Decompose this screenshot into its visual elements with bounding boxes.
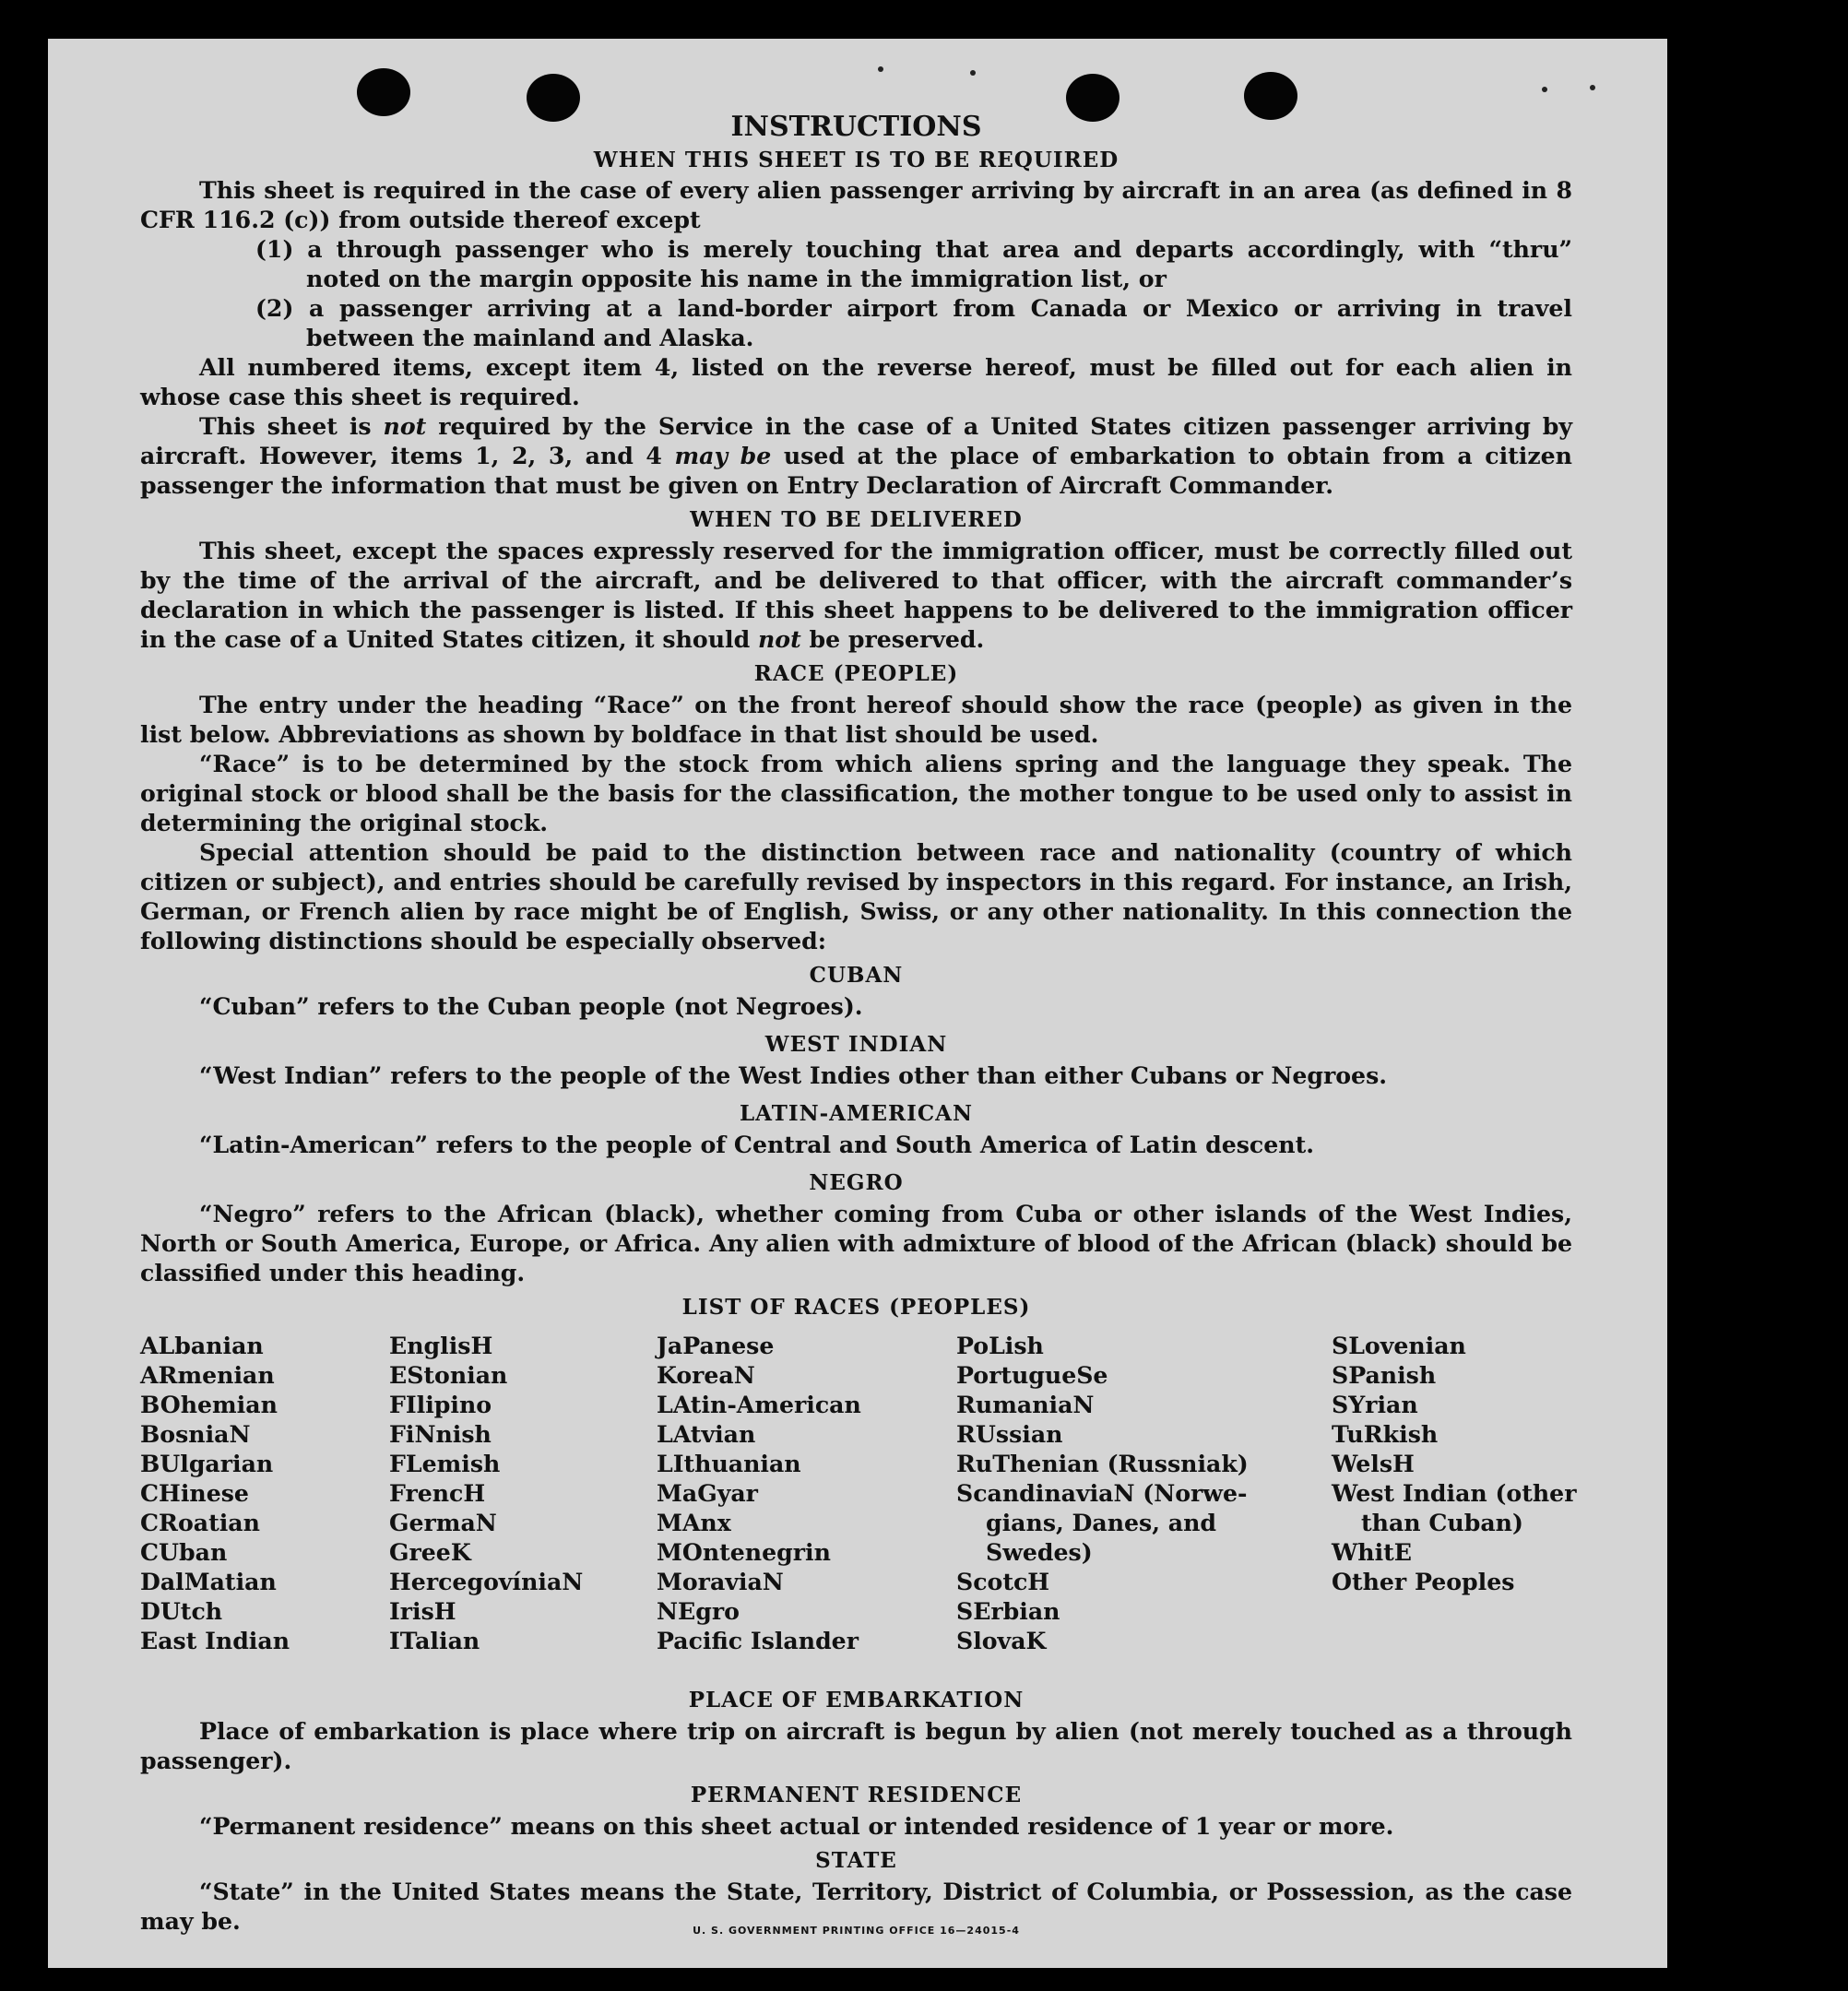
race-item: FrencH xyxy=(389,1479,486,1507)
heading-permanent-residence: PERMANENT RESIDENCE xyxy=(690,1783,1023,1807)
race-item: ScotcH xyxy=(956,1568,1050,1595)
paragraph-embarkation: Place of embarkation is place where trip on aircraft is begun by alien (not merely touched as a through passenger). xyxy=(140,1717,1572,1774)
paragraph-latin-american: “Latin-American” refers to the people of Central and South America of Latin descent. xyxy=(199,1131,1314,1158)
race-item: WelsH xyxy=(1332,1450,1415,1477)
race-item: CRoatian xyxy=(140,1509,260,1536)
race-item: HercegovíniaN xyxy=(389,1568,584,1595)
race-item: gians, Danes, and xyxy=(986,1509,1216,1536)
race-item: IrisH xyxy=(389,1597,456,1625)
race-item: West Indian (other xyxy=(1332,1479,1577,1507)
race-item: FiNnish xyxy=(389,1420,492,1448)
race-item: MaGyar xyxy=(657,1479,758,1507)
document-page xyxy=(48,39,1667,1968)
race-item: MAnx xyxy=(657,1509,731,1536)
race-item: RuThenian (Russniak) xyxy=(956,1450,1249,1477)
race-item: PortugueSe xyxy=(956,1361,1108,1389)
race-item: SYrian xyxy=(1332,1391,1418,1418)
race-item: EStonian xyxy=(389,1361,508,1389)
races-column-2 xyxy=(389,1331,583,1655)
race-item: Pacific Islander xyxy=(657,1627,859,1654)
paragraph-west-indian: “West Indian” refers to the people of the West Indies other than either Cubans or Negroes. xyxy=(199,1061,1388,1089)
paragraph-state: “State” in the United States means the State, Territory, District of Columbia, or Possession, as the case may be. xyxy=(140,1878,1572,1935)
races-column-5 xyxy=(1332,1331,1576,1596)
races-column-4 xyxy=(956,1331,1249,1655)
race-item: GermaN xyxy=(389,1509,497,1536)
race-item: DalMatian xyxy=(140,1568,277,1595)
heading-when-required: WHEN THIS SHEET IS TO BE REQUIRED xyxy=(593,148,1119,172)
race-item: BOhemian xyxy=(140,1391,278,1418)
paragraph-required: This sheet is required in the case of every alien passenger arriving by aircraft in an area (as defined in 8 CFR 116.2 (c)) from outside thereof except xyxy=(140,176,1572,233)
races-column-3 xyxy=(657,1331,861,1655)
race-item: CUban xyxy=(140,1538,228,1566)
race-item: PoLish xyxy=(956,1332,1044,1359)
race-item: GreeK xyxy=(389,1538,471,1566)
race-item: BUlgarian xyxy=(140,1450,274,1477)
paragraph-cuban: “Cuban” refers to the Cuban people (not Negroes). xyxy=(199,992,863,1020)
speck xyxy=(1542,87,1547,92)
race-item: LAtin-American xyxy=(657,1391,861,1418)
heading-negro: NEGRO xyxy=(809,1170,904,1195)
race-item: EnglisH xyxy=(389,1332,493,1359)
heading-place-of-embarkation: PLACE OF EMBARKATION xyxy=(688,1688,1025,1712)
race-item: DUtch xyxy=(140,1597,223,1625)
race-item: ITalian xyxy=(389,1627,480,1654)
race-item: LIthuanian xyxy=(657,1450,801,1477)
race-item: ScandinaviaN (Norwe- xyxy=(956,1479,1248,1507)
heading-cuban: CUBAN xyxy=(809,963,904,988)
heading-state: STATE xyxy=(815,1848,897,1873)
heading-race: RACE (PEOPLE) xyxy=(753,661,959,686)
exception-1: (1) a through passenger who is merely touching that area and departs accordingly, with “thru” noted on the margin opposite his name in the immigration list, or xyxy=(255,235,1572,292)
race-item: SlovaK xyxy=(956,1627,1047,1654)
race-item: East Indian xyxy=(140,1627,290,1654)
race-item: LAtvian xyxy=(657,1420,756,1448)
paragraph-race-attention: Special attention should be paid to the distinction between race and nationality (country of which citizen or subject), and entries should be carefully revised by inspectors in this regard. For instance, an Irish, German, or French alien by race might be of English, Swiss, or any other nationality. In this connection the following distinctions should be especially observed: xyxy=(140,838,1572,954)
race-item: FIlipino xyxy=(389,1391,492,1418)
race-item: MoraviaN xyxy=(657,1568,784,1595)
heading-latin-american: LATIN-AMERICAN xyxy=(739,1101,974,1126)
paragraph-race-entry: The entry under the heading “Race” on the front hereof should show the race (people) as given in the list below. Abbreviations as shown by boldface in that list should be used. xyxy=(140,691,1572,748)
race-item: RUssian xyxy=(956,1420,1063,1448)
race-item: NEgro xyxy=(657,1597,740,1625)
instructions-text xyxy=(140,109,1577,1937)
race-item: CHinese xyxy=(140,1479,249,1507)
race-item: RumaniaN xyxy=(956,1391,1095,1418)
races-column-1 xyxy=(140,1331,290,1655)
race-item: KoreaN xyxy=(657,1361,755,1389)
paragraph-residence: “Permanent residence” means on this sheet actual or intended residence of 1 year or more. xyxy=(199,1812,1394,1840)
race-item: TuRkish xyxy=(1332,1420,1439,1448)
race-item: BosniaN xyxy=(140,1420,251,1448)
speck xyxy=(878,66,883,72)
race-item: than Cuban) xyxy=(1361,1509,1523,1536)
race-item: WhitE xyxy=(1332,1538,1413,1566)
heading-when-delivered: WHEN TO BE DELIVERED xyxy=(690,507,1023,532)
race-item: SLovenian xyxy=(1332,1332,1466,1359)
race-item: ALbanian xyxy=(140,1332,264,1359)
heading-west-indian: WEST INDIAN xyxy=(764,1032,948,1057)
race-item: MOntenegrin xyxy=(657,1538,831,1566)
race-item: SPanish xyxy=(1332,1361,1437,1389)
paragraph-numbered-items: All numbered items, except item 4, listed on the reverse hereof, must be filled out for each alien in whose case this sheet is required. xyxy=(140,353,1572,410)
race-item: Swedes) xyxy=(986,1538,1093,1566)
paragraph-race-stock: “Race” is to be determined by the stock from which aliens spring and the language they speak. The original stock or blood shall be the basis for the classification, the mother tongue to be used only to assist in determining the original stock. xyxy=(140,750,1572,836)
paragraph-delivered: This sheet, except the spaces expressly reserved for the immigration officer, must be correctly filled out by the time of the arrival of the aircraft, and be delivered to that officer, with the aircraft commander’s declaration in which the passenger is listed. If this sheet happens to be delivered to the immigration officer in the case of a United States citizen, it should not be preserved. xyxy=(140,537,1572,653)
heading-list-of-races: LIST OF RACES (PEOPLES) xyxy=(681,1295,1031,1320)
printing-office-footer: U. S. GOVERNMENT PRINTING OFFICE 16—24015-4 xyxy=(693,1925,1020,1937)
race-item: FLemish xyxy=(389,1450,501,1477)
races-list xyxy=(140,1331,1577,1685)
exception-2: (2) a passenger arriving at a land-border airport from Canada or Mexico or arriving in travel between the mainland and Alaska. xyxy=(255,294,1572,351)
race-item: SErbian xyxy=(956,1597,1060,1625)
speck xyxy=(1590,85,1595,90)
race-item: Other Peoples xyxy=(1332,1568,1515,1595)
speck xyxy=(970,70,976,76)
paragraph-citizen: This sheet is not required by the Service in the case of a United States citizen passenger arriving by aircraft. However, items 1, 2, 3, and 4 may be used at the place of embarkation to obtain from a citizen passenger the information that must be given on Entry Declaration of Aircraft Commander. xyxy=(140,412,1572,499)
race-item: JaPanese xyxy=(657,1332,775,1359)
race-item: ARmenian xyxy=(140,1361,275,1389)
paragraph-negro: “Negro” refers to the African (black), whether coming from Cuba or other islands of the West Indies, North or South America, Europe, or Africa. Any alien with admixture of blood of the African (black) should be classified under this heading. xyxy=(140,1200,1572,1286)
page-title: INSTRUCTIONS xyxy=(730,111,982,143)
